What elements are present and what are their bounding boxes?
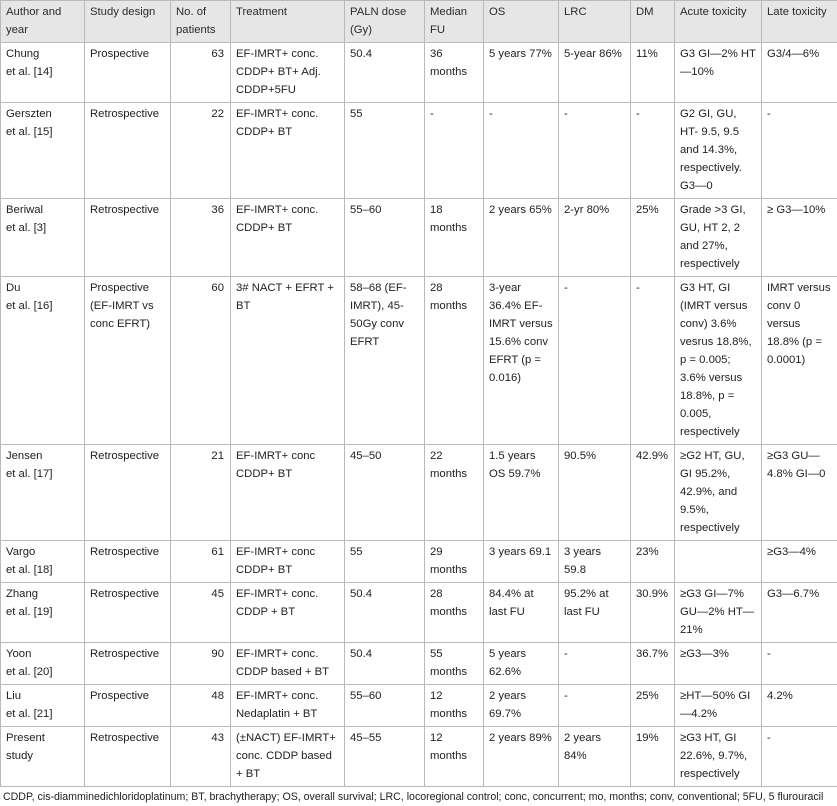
author-reference: et al. [21] (6, 705, 79, 723)
cell-n (171, 445, 231, 541)
cell-n (171, 103, 231, 199)
cell-late: ≥ G3—10% (762, 199, 837, 277)
cell-os: 3-year 36.4% EF-IMRT versus 15.6% conv EFRT (p = 0.016) (484, 277, 559, 445)
cell-design: Retrospective (85, 541, 171, 583)
author-name: Vargo (6, 543, 79, 561)
cell-n (171, 43, 231, 103)
cell-acute (675, 541, 762, 583)
header-cell: Acute toxicity (675, 1, 762, 43)
cell-late: IMRT versus conv 0 versus 18.8% (p = 0.0001) (762, 277, 837, 445)
cell-dm: 25% (631, 199, 675, 277)
cell-os: 5 years 62.6% (484, 643, 559, 685)
cell-lrc: - (559, 277, 631, 445)
cell-os: 1.5 years OS 59.7% (484, 445, 559, 541)
header-cell: Study design (85, 1, 171, 43)
cell-fu: 29 months (425, 541, 484, 583)
patient-count: 43 (176, 729, 224, 747)
cell-lrc: 2 years 84% (559, 727, 631, 787)
author-reference: et al. [3] (6, 219, 79, 237)
cell-author (1, 277, 85, 445)
cell-dose: 45–55 (345, 727, 425, 787)
table-row (1, 541, 837, 583)
cell-acute: G3 GI—2% HT—10% (675, 43, 762, 103)
author-reference: study (6, 747, 79, 765)
cell-dm: 30.9% (631, 583, 675, 643)
header-cell: Late toxicity (762, 1, 837, 43)
table-row (1, 643, 837, 685)
cell-treatment: EF-IMRT+ conc CDDP+ BT (231, 541, 345, 583)
author-name: Yoon (6, 645, 79, 663)
cell-acute: ≥G2 HT, GU, GI 95.2%, 42.9%, and 9.5%, respectively (675, 445, 762, 541)
cell-dose: 50.4 (345, 43, 425, 103)
author-reference: et al. [16] (6, 297, 79, 315)
cell-n (171, 727, 231, 787)
cell-os: - (484, 103, 559, 199)
cell-author (1, 685, 85, 727)
author-reference: et al. [20] (6, 663, 79, 681)
author-reference: et al. [14] (6, 63, 79, 81)
cell-design: Retrospective (85, 445, 171, 541)
table-row (1, 685, 837, 727)
cell-lrc: 3 years 59.8 (559, 541, 631, 583)
author-name: Jensen (6, 447, 79, 465)
table-row (1, 727, 837, 787)
cell-late: ≥G3—4% (762, 541, 837, 583)
header-cell: Author and year (1, 1, 85, 43)
cell-lrc: - (559, 103, 631, 199)
cell-author (1, 583, 85, 643)
cell-dose: 50.4 (345, 643, 425, 685)
cell-design: Retrospective (85, 727, 171, 787)
cell-acute: ≥HT—50% GI—4.2% (675, 685, 762, 727)
author-name: Gerszten (6, 105, 79, 123)
patient-count: 61 (176, 543, 224, 561)
cell-acute: Grade >3 GI, GU, HT 2, 2 and 27%, respectively (675, 199, 762, 277)
cell-dm: 42.9% (631, 445, 675, 541)
author-name: Chung (6, 45, 79, 63)
table-row (1, 583, 837, 643)
header-cell: Treatment (231, 1, 345, 43)
table-footnote: CDDP, cis-diamminedichloridoplatinum; BT, brachytherapy; OS, overall survival; LRC, locoregional control; conc, concurrent; mo, months; conv, conventional; 5FU, 5 flurouracil (0, 787, 837, 806)
cell-n (171, 199, 231, 277)
cell-acute: ≥G3—3% (675, 643, 762, 685)
table-row (1, 103, 837, 199)
author-reference: et al. [15] (6, 123, 79, 141)
patient-count: 63 (176, 45, 224, 63)
cell-dose: 55–60 (345, 685, 425, 727)
cell-author (1, 541, 85, 583)
author-name: Zhang (6, 585, 79, 603)
cell-late: - (762, 727, 837, 787)
table-row (1, 445, 837, 541)
cell-lrc: - (559, 685, 631, 727)
cell-fu: 22 months (425, 445, 484, 541)
cell-os: 2 years 65% (484, 199, 559, 277)
cell-lrc: 95.2% at last FU (559, 583, 631, 643)
cell-fu: 12 months (425, 685, 484, 727)
cell-dm: 23% (631, 541, 675, 583)
cell-os: 2 years 69.7% (484, 685, 559, 727)
cell-design: Retrospective (85, 643, 171, 685)
header-cell: PALN dose (Gy) (345, 1, 425, 43)
cell-lrc: 90.5% (559, 445, 631, 541)
cell-fu: 12 months (425, 727, 484, 787)
cell-treatment: 3# NACT + EFRT + BT (231, 277, 345, 445)
author-reference: et al. [17] (6, 465, 79, 483)
cell-dose: 45–50 (345, 445, 425, 541)
author-reference: et al. [19] (6, 603, 79, 621)
cell-n (171, 541, 231, 583)
cell-late: - (762, 643, 837, 685)
cell-lrc: 2-yr 80% (559, 199, 631, 277)
header-row (1, 1, 837, 43)
header-cell: LRC (559, 1, 631, 43)
cell-lrc: 5-year 86% (559, 43, 631, 103)
cell-author (1, 103, 85, 199)
header-cell: No. of patients (171, 1, 231, 43)
cell-late: G3—6.7% (762, 583, 837, 643)
table-row (1, 199, 837, 277)
author-name: Du (6, 279, 79, 297)
cell-dm: 11% (631, 43, 675, 103)
author-name: Beriwal (6, 201, 79, 219)
header-cell: OS (484, 1, 559, 43)
table-body (1, 43, 837, 787)
patient-count: 90 (176, 645, 224, 663)
cell-os: 2 years 89% (484, 727, 559, 787)
cell-treatment: EF-IMRT+ conc. Nedaplatin + BT (231, 685, 345, 727)
cell-treatment: EF-IMRT+ conc. CDDP+ BT+ Adj. CDDP+5FU (231, 43, 345, 103)
cell-os: 84.4% at last FU (484, 583, 559, 643)
cell-acute: G2 GI, GU, HT- 9.5, 9.5 and 14.3%, respectively. G3—0 (675, 103, 762, 199)
patient-count: 45 (176, 585, 224, 603)
cell-design: Prospective (85, 685, 171, 727)
cell-treatment: EF-IMRT+ conc. CDDP + BT (231, 583, 345, 643)
cell-dm: 36.7% (631, 643, 675, 685)
cell-treatment: (±NACT) EF-IMRT+ conc. CDDP based + BT (231, 727, 345, 787)
table-row (1, 43, 837, 103)
cell-fu: 18 months (425, 199, 484, 277)
header-cell: DM (631, 1, 675, 43)
cell-treatment: EF-IMRT+ conc. CDDP+ BT (231, 103, 345, 199)
cell-dose: 55 (345, 103, 425, 199)
cell-fu: 36 months (425, 43, 484, 103)
cell-late: - (762, 103, 837, 199)
cell-acute: ≥G3 GI—7% GU—2% HT—21% (675, 583, 762, 643)
cell-fu: 28 months (425, 583, 484, 643)
cell-treatment: EF-IMRT+ conc CDDP+ BT (231, 445, 345, 541)
cell-lrc: - (559, 643, 631, 685)
cell-author (1, 643, 85, 685)
cell-design: Retrospective (85, 583, 171, 643)
cell-late: 4.2% (762, 685, 837, 727)
cell-dm: 25% (631, 685, 675, 727)
cell-late: G3/4—6% (762, 43, 837, 103)
cell-n (171, 685, 231, 727)
cell-acute: G3 HT, GI (IMRT versus conv) 3.6% vesrus 18.8%, p = 0.005; 3.6% versus 18.8%, p = 0.005, respectively (675, 277, 762, 445)
author-reference: et al. [18] (6, 561, 79, 579)
cell-n (171, 643, 231, 685)
cell-author (1, 43, 85, 103)
patient-count: 21 (176, 447, 224, 465)
cell-author (1, 199, 85, 277)
patient-count: 36 (176, 201, 224, 219)
cell-os: 3 years 69.1 (484, 541, 559, 583)
cell-late: ≥G3 GU—4.8% GI—0 (762, 445, 837, 541)
cell-acute: ≥G3 HT, GI 22.6%, 9.7%, respectively (675, 727, 762, 787)
patient-count: 48 (176, 687, 224, 705)
cell-author (1, 445, 85, 541)
table-row (1, 277, 837, 445)
cell-fu: 28 months (425, 277, 484, 445)
patient-count: 22 (176, 105, 224, 123)
header-cell: Median FU (425, 1, 484, 43)
cell-n (171, 277, 231, 445)
cell-design: Retrospective (85, 103, 171, 199)
cell-dose: 55 (345, 541, 425, 583)
cell-dm: - (631, 277, 675, 445)
cell-dose: 58–68 (EF-IMRT), 45-50Gy conv EFRT (345, 277, 425, 445)
cell-dm: - (631, 103, 675, 199)
cell-design: Retrospective (85, 199, 171, 277)
cell-treatment: EF-IMRT+ conc. CDDP+ BT (231, 199, 345, 277)
cell-author (1, 727, 85, 787)
cell-fu: - (425, 103, 484, 199)
cell-n (171, 583, 231, 643)
cell-design: Prospective (EF-IMRT vs conc EFRT) (85, 277, 171, 445)
cell-dm: 19% (631, 727, 675, 787)
cell-fu: 55 months (425, 643, 484, 685)
cell-dose: 50.4 (345, 583, 425, 643)
patient-count: 60 (176, 279, 224, 297)
cell-os: 5 years 77% (484, 43, 559, 103)
cell-dose: 55–60 (345, 199, 425, 277)
cell-design: Prospective (85, 43, 171, 103)
author-name: Present (6, 729, 79, 747)
author-name: Liu (6, 687, 79, 705)
cell-treatment: EF-IMRT+ conc. CDDP based + BT (231, 643, 345, 685)
